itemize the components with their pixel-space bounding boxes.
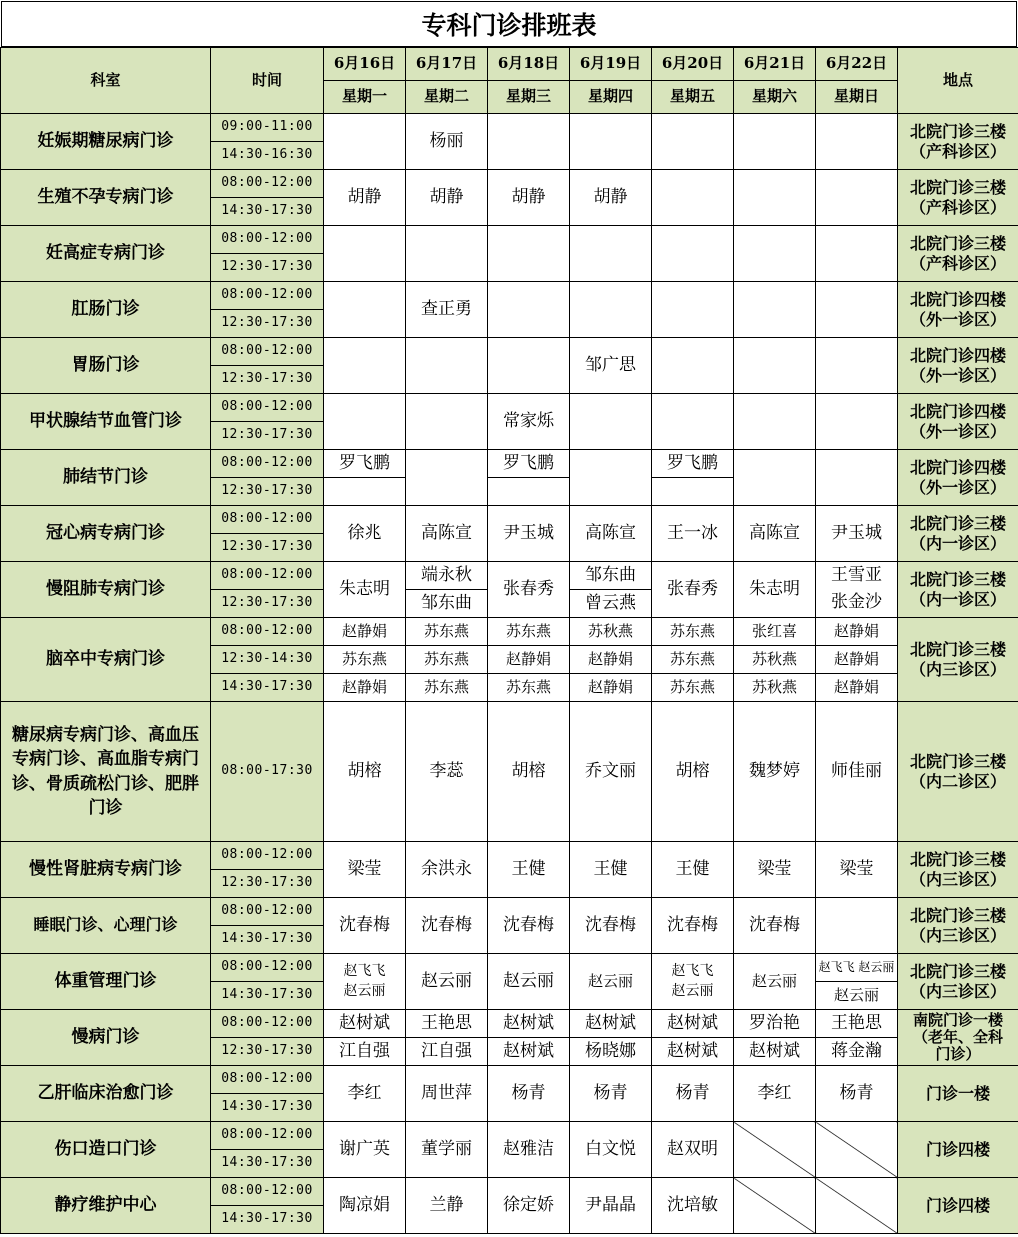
doctor-cell: 王健 xyxy=(570,842,652,898)
doctor-cell: 尹玉城 xyxy=(488,506,570,562)
time-slot: 08:00-12:00 xyxy=(211,394,324,422)
doctor-cell: 李红 xyxy=(734,1066,816,1122)
dept-name: 慢病门诊 xyxy=(1,1010,211,1066)
table-row xyxy=(1,506,1018,534)
doctor-cell xyxy=(652,338,734,394)
dept-name: 妊高症专病门诊 xyxy=(1,226,211,282)
doctor-cell: 江自强 xyxy=(324,1038,406,1066)
time-slot: 08:00-12:00 xyxy=(211,618,324,646)
time-slot: 14:30-17:30 xyxy=(211,674,324,702)
header-dept: 科室 xyxy=(1,48,211,114)
doctor-cell: 沈春梅 xyxy=(734,898,816,954)
doctor-cell xyxy=(734,114,816,170)
closed-cell xyxy=(816,1178,898,1234)
table-row xyxy=(1,1010,1018,1038)
doctor-cell: 罗飞鹏 xyxy=(652,450,734,478)
doctor-cell xyxy=(816,394,898,450)
doctor-cell: 张红喜 xyxy=(734,618,816,646)
doctor-cell: 赵静娟 xyxy=(324,618,406,646)
doctor-cell: 沈春梅 xyxy=(324,898,406,954)
doctor-cell: 张金沙 xyxy=(816,590,898,618)
time-slot: 12:30-17:30 xyxy=(211,478,324,506)
doctor-cell: 杨丽 xyxy=(406,114,488,170)
header-weekday: 星期二 xyxy=(406,81,488,114)
doctor-cell xyxy=(488,226,570,282)
table-row xyxy=(1,842,1018,870)
doctor-cell: 赵静娟 xyxy=(324,674,406,702)
dept-name: 糖尿病专病门诊、高血压专病门诊、高血脂专病门诊、骨质疏松门诊、肥胖门诊 xyxy=(1,702,211,842)
dept-name: 甲状腺结节血管门诊 xyxy=(1,394,211,450)
time-slot: 08:00-17:30 xyxy=(211,702,324,842)
dept-name: 静疗维护中心 xyxy=(1,1178,211,1234)
doctor-cell: 苏东燕 xyxy=(652,674,734,702)
table-row xyxy=(1,1178,1018,1206)
doctor-cell: 邹广思 xyxy=(570,338,652,394)
doctor-cell: 赵树斌 xyxy=(488,1038,570,1066)
doctor-cell: 赵静娟 xyxy=(816,646,898,674)
table-row xyxy=(1,394,1018,422)
closed-cell xyxy=(816,1122,898,1178)
table-row xyxy=(1,898,1018,926)
header-weekday: 星期四 xyxy=(570,81,652,114)
table-row xyxy=(1,282,1018,310)
doctor-cell xyxy=(734,170,816,226)
doctor-cell: 杨晓娜 xyxy=(570,1038,652,1066)
header-date: 6月16日 xyxy=(324,48,406,81)
doctor-cell: 余洪永 xyxy=(406,842,488,898)
doctor-cell: 王艳思 xyxy=(406,1010,488,1038)
page-title: 专科门诊排班表 xyxy=(1,1,1017,47)
doctor-cell: 谢广英 xyxy=(324,1122,406,1178)
doctor-cell: 高陈宣 xyxy=(570,506,652,562)
header-row xyxy=(1,48,1018,81)
time-slot: 08:00-12:00 xyxy=(211,1122,324,1150)
location-cell: 北院门诊三楼 （内三诊区） xyxy=(898,954,1018,1010)
table-row xyxy=(1,702,1018,842)
doctor-cell: 苏东燕 xyxy=(324,646,406,674)
dept-name: 胃肠门诊 xyxy=(1,338,211,394)
table-row xyxy=(1,1122,1018,1150)
doctor-cell xyxy=(652,394,734,450)
location-cell: 北院门诊三楼 （内二诊区） xyxy=(898,702,1018,842)
doctor-cell: 白文悦 xyxy=(570,1122,652,1178)
doctor-cell: 江自强 xyxy=(406,1038,488,1066)
doctor-cell: 沈春梅 xyxy=(570,898,652,954)
header-weekday: 星期日 xyxy=(816,81,898,114)
time-slot: 08:00-12:00 xyxy=(211,954,324,982)
location-cell: 门诊四楼 xyxy=(898,1122,1018,1178)
table-row xyxy=(1,954,1018,982)
doctor-cell: 苏东燕 xyxy=(652,646,734,674)
doctor-cell xyxy=(816,226,898,282)
doctor-cell: 赵树斌 xyxy=(488,1010,570,1038)
doctor-cell: 赵静娟 xyxy=(816,674,898,702)
table-row xyxy=(1,338,1018,366)
doctor-cell xyxy=(406,394,488,450)
doctor-cell: 乔文丽 xyxy=(570,702,652,842)
header-date: 6月20日 xyxy=(652,48,734,81)
table-row xyxy=(1,450,1018,478)
doctor-cell xyxy=(816,898,898,954)
location-cell: 北院门诊三楼 （内三诊区） xyxy=(898,842,1018,898)
doctor-cell: 董学丽 xyxy=(406,1122,488,1178)
header-location: 地点 xyxy=(898,48,1018,114)
doctor-cell: 师佳丽 xyxy=(816,702,898,842)
location-cell: 北院门诊三楼 （产科诊区） xyxy=(898,114,1018,170)
doctor-cell: 胡榕 xyxy=(652,702,734,842)
location-cell: 门诊四楼 xyxy=(898,1178,1018,1234)
table-row xyxy=(1,114,1018,142)
header-weekday: 星期一 xyxy=(324,81,406,114)
dept-name: 伤口造口门诊 xyxy=(1,1122,211,1178)
time-slot: 14:30-17:30 xyxy=(211,1150,324,1178)
time-slot: 12:30-17:30 xyxy=(211,590,324,618)
doctor-cell: 赵树斌 xyxy=(570,1010,652,1038)
doctor-cell xyxy=(652,478,734,506)
doctor-cell: 苏东燕 xyxy=(652,618,734,646)
doctor-cell: 赵树斌 xyxy=(652,1010,734,1038)
doctor-cell: 苏东燕 xyxy=(488,618,570,646)
doctor-cell: 赵树斌 xyxy=(734,1038,816,1066)
time-slot: 08:00-12:00 xyxy=(211,170,324,198)
time-slot: 08:00-12:00 xyxy=(211,1010,324,1038)
doctor-cell: 赵云丽 xyxy=(488,954,570,1010)
doctor-cell: 赵飞飞 赵云丽 xyxy=(816,954,898,982)
doctor-cell: 赵云丽 xyxy=(570,954,652,1010)
location-cell: 北院门诊三楼 （内三诊区） xyxy=(898,898,1018,954)
time-slot: 12:30-17:30 xyxy=(211,254,324,282)
doctor-cell: 王一冰 xyxy=(652,506,734,562)
header-date: 6月17日 xyxy=(406,48,488,81)
doctor-cell: 杨青 xyxy=(570,1066,652,1122)
doctor-cell: 常家烁 xyxy=(488,394,570,450)
dept-name: 生殖不孕专病门诊 xyxy=(1,170,211,226)
doctor-cell: 魏梦婷 xyxy=(734,702,816,842)
doctor-cell: 苏东燕 xyxy=(406,674,488,702)
doctor-cell xyxy=(488,114,570,170)
header-weekday: 星期三 xyxy=(488,81,570,114)
doctor-cell: 赵飞飞 赵云丽 xyxy=(652,954,734,1010)
doctor-cell: 苏秋燕 xyxy=(734,674,816,702)
time-slot: 12:30-17:30 xyxy=(211,310,324,338)
doctor-cell xyxy=(816,450,898,506)
doctor-cell xyxy=(816,114,898,170)
location-cell: 北院门诊三楼 （内一诊区） xyxy=(898,506,1018,562)
doctor-cell: 苏东燕 xyxy=(406,646,488,674)
time-slot: 08:00-12:00 xyxy=(211,562,324,590)
doctor-cell xyxy=(734,226,816,282)
time-slot: 14:30-17:30 xyxy=(211,1206,324,1234)
time-slot: 12:30-17:30 xyxy=(211,870,324,898)
doctor-cell: 胡静 xyxy=(570,170,652,226)
doctor-cell: 胡静 xyxy=(488,170,570,226)
dept-name: 妊娠期糖尿病门诊 xyxy=(1,114,211,170)
doctor-cell: 邹东曲 xyxy=(570,562,652,590)
time-slot: 08:00-12:00 xyxy=(211,898,324,926)
doctor-cell xyxy=(324,478,406,506)
time-slot: 08:00-12:00 xyxy=(211,842,324,870)
time-slot: 08:00-12:00 xyxy=(211,1178,324,1206)
doctor-cell: 邹东曲 xyxy=(406,590,488,618)
doctor-cell: 朱志明 xyxy=(324,562,406,618)
closed-cell xyxy=(734,1178,816,1234)
header-date: 6月21日 xyxy=(734,48,816,81)
time-slot: 08:00-12:00 xyxy=(211,506,324,534)
location-cell: 北院门诊四楼 （外一诊区） xyxy=(898,282,1018,338)
doctor-cell: 杨青 xyxy=(816,1066,898,1122)
time-slot: 14:30-16:30 xyxy=(211,142,324,170)
doctor-cell: 苏东燕 xyxy=(488,674,570,702)
doctor-cell xyxy=(570,114,652,170)
doctor-cell: 徐定娇 xyxy=(488,1178,570,1234)
location-cell: 南院门诊一楼 （老年、全科 门诊） xyxy=(898,1010,1018,1066)
doctor-cell xyxy=(652,226,734,282)
time-slot: 14:30-17:30 xyxy=(211,1094,324,1122)
doctor-cell: 尹晶晶 xyxy=(570,1178,652,1234)
doctor-cell xyxy=(488,338,570,394)
doctor-cell xyxy=(488,282,570,338)
dept-name: 慢阻肺专病门诊 xyxy=(1,562,211,618)
location-cell: 北院门诊四楼 （外一诊区） xyxy=(898,450,1018,506)
doctor-cell: 周世萍 xyxy=(406,1066,488,1122)
header-weekday: 星期五 xyxy=(652,81,734,114)
doctor-cell: 苏秋燕 xyxy=(734,646,816,674)
location-cell: 北院门诊四楼 （外一诊区） xyxy=(898,338,1018,394)
doctor-cell: 赵静娟 xyxy=(488,646,570,674)
doctor-cell: 王健 xyxy=(652,842,734,898)
doctor-cell xyxy=(652,282,734,338)
doctor-cell: 胡静 xyxy=(406,170,488,226)
doctor-cell xyxy=(816,282,898,338)
table-row xyxy=(1,1066,1018,1094)
doctor-cell: 曾云燕 xyxy=(570,590,652,618)
doctor-cell: 罗治艳 xyxy=(734,1010,816,1038)
doctor-cell xyxy=(324,114,406,170)
header-date: 6月18日 xyxy=(488,48,570,81)
time-slot: 08:00-12:00 xyxy=(211,226,324,254)
doctor-cell: 端永秋 xyxy=(406,562,488,590)
dept-name: 肺结节门诊 xyxy=(1,450,211,506)
doctor-cell: 梁莹 xyxy=(324,842,406,898)
doctor-cell xyxy=(324,338,406,394)
doctor-cell: 兰静 xyxy=(406,1178,488,1234)
time-slot: 14:30-17:30 xyxy=(211,198,324,226)
doctor-cell: 赵云丽 xyxy=(816,982,898,1010)
doctor-cell: 沈培敏 xyxy=(652,1178,734,1234)
doctor-cell: 赵静娟 xyxy=(570,646,652,674)
doctor-cell xyxy=(734,394,816,450)
dept-name: 肛肠门诊 xyxy=(1,282,211,338)
doctor-cell: 杨青 xyxy=(652,1066,734,1122)
doctor-cell xyxy=(570,450,652,506)
doctor-cell: 陶凉娟 xyxy=(324,1178,406,1234)
schedule-table xyxy=(0,47,1018,1234)
doctor-cell: 赵静娟 xyxy=(816,618,898,646)
doctor-cell: 罗飞鹏 xyxy=(488,450,570,478)
doctor-cell xyxy=(324,394,406,450)
time-slot: 14:30-17:30 xyxy=(211,982,324,1010)
doctor-cell: 胡榕 xyxy=(488,702,570,842)
doctor-cell: 赵雅洁 xyxy=(488,1122,570,1178)
doctor-cell: 胡榕 xyxy=(324,702,406,842)
doctor-cell: 高陈宣 xyxy=(734,506,816,562)
table-row xyxy=(1,226,1018,254)
doctor-cell xyxy=(734,282,816,338)
time-slot: 08:00-12:00 xyxy=(211,1066,324,1094)
doctor-cell xyxy=(570,282,652,338)
doctor-cell: 梁莹 xyxy=(816,842,898,898)
location-cell: 北院门诊三楼 （内三诊区） xyxy=(898,618,1018,702)
doctor-cell xyxy=(816,170,898,226)
doctor-cell: 张春秀 xyxy=(652,562,734,618)
closed-cell xyxy=(734,1122,816,1178)
doctor-cell: 苏东燕 xyxy=(406,618,488,646)
doctor-cell: 沈春梅 xyxy=(488,898,570,954)
location-cell: 门诊一楼 xyxy=(898,1066,1018,1122)
doctor-cell xyxy=(652,170,734,226)
doctor-cell: 王健 xyxy=(488,842,570,898)
doctor-cell xyxy=(570,226,652,282)
doctor-cell xyxy=(406,226,488,282)
doctor-cell: 梁莹 xyxy=(734,842,816,898)
doctor-cell: 赵树斌 xyxy=(324,1010,406,1038)
time-slot: 08:00-12:00 xyxy=(211,338,324,366)
doctor-cell xyxy=(406,450,488,506)
doctor-cell: 张春秀 xyxy=(488,562,570,618)
doctor-cell: 赵飞飞 赵云丽 xyxy=(324,954,406,1010)
doctor-cell xyxy=(652,114,734,170)
doctor-cell xyxy=(734,450,816,506)
header-date: 6月19日 xyxy=(570,48,652,81)
doctor-cell xyxy=(734,338,816,394)
doctor-cell: 沈春梅 xyxy=(652,898,734,954)
dept-name: 乙肝临床治愈门诊 xyxy=(1,1066,211,1122)
doctor-cell: 高陈宣 xyxy=(406,506,488,562)
doctor-cell: 赵云丽 xyxy=(406,954,488,1010)
doctor-cell: 王艳思 xyxy=(816,1010,898,1038)
dept-name: 慢性肾脏病专病门诊 xyxy=(1,842,211,898)
doctor-cell xyxy=(488,478,570,506)
location-cell: 北院门诊三楼 （产科诊区） xyxy=(898,170,1018,226)
dept-name: 冠心病专病门诊 xyxy=(1,506,211,562)
table-row xyxy=(1,170,1018,198)
time-slot: 12:30-17:30 xyxy=(211,1038,324,1066)
doctor-cell: 罗飞鹏 xyxy=(324,450,406,478)
header-time: 时间 xyxy=(211,48,324,114)
header-date: 6月22日 xyxy=(816,48,898,81)
doctor-cell: 苏秋燕 xyxy=(570,618,652,646)
doctor-cell: 赵双明 xyxy=(652,1122,734,1178)
table-row xyxy=(1,618,1018,646)
dept-name: 体重管理门诊 xyxy=(1,954,211,1010)
location-cell: 北院门诊四楼 （外一诊区） xyxy=(898,394,1018,450)
doctor-cell: 赵树斌 xyxy=(652,1038,734,1066)
time-slot: 14:30-17:30 xyxy=(211,926,324,954)
time-slot: 12:30-17:30 xyxy=(211,534,324,562)
doctor-cell: 胡静 xyxy=(324,170,406,226)
doctor-cell: 尹玉城 xyxy=(816,506,898,562)
doctor-cell xyxy=(324,226,406,282)
time-slot: 12:30-17:30 xyxy=(211,366,324,394)
dept-name: 睡眠门诊、心理门诊 xyxy=(1,898,211,954)
doctor-cell: 徐兆 xyxy=(324,506,406,562)
location-cell: 北院门诊三楼 （产科诊区） xyxy=(898,226,1018,282)
doctor-cell: 王雪亚 xyxy=(816,562,898,590)
doctor-cell xyxy=(324,282,406,338)
doctor-cell: 赵云丽 xyxy=(734,954,816,1010)
table-row xyxy=(1,562,1018,590)
doctor-cell: 查正勇 xyxy=(406,282,488,338)
time-slot: 09:00-11:00 xyxy=(211,114,324,142)
time-slot: 08:00-12:00 xyxy=(211,450,324,478)
time-slot: 08:00-12:00 xyxy=(211,282,324,310)
doctor-cell: 赵静娟 xyxy=(570,674,652,702)
doctor-cell xyxy=(570,394,652,450)
doctor-cell: 李蕊 xyxy=(406,702,488,842)
doctor-cell: 沈春梅 xyxy=(406,898,488,954)
doctor-cell: 朱志明 xyxy=(734,562,816,618)
doctor-cell: 李红 xyxy=(324,1066,406,1122)
header-weekday: 星期六 xyxy=(734,81,816,114)
location-cell: 北院门诊三楼 （内一诊区） xyxy=(898,562,1018,618)
time-slot: 12:30-17:30 xyxy=(211,422,324,450)
dept-name: 脑卒中专病门诊 xyxy=(1,618,211,702)
doctor-cell: 蒋金瀚 xyxy=(816,1038,898,1066)
doctor-cell: 杨青 xyxy=(488,1066,570,1122)
time-slot: 12:30-14:30 xyxy=(211,646,324,674)
doctor-cell xyxy=(406,338,488,394)
doctor-cell xyxy=(816,338,898,394)
